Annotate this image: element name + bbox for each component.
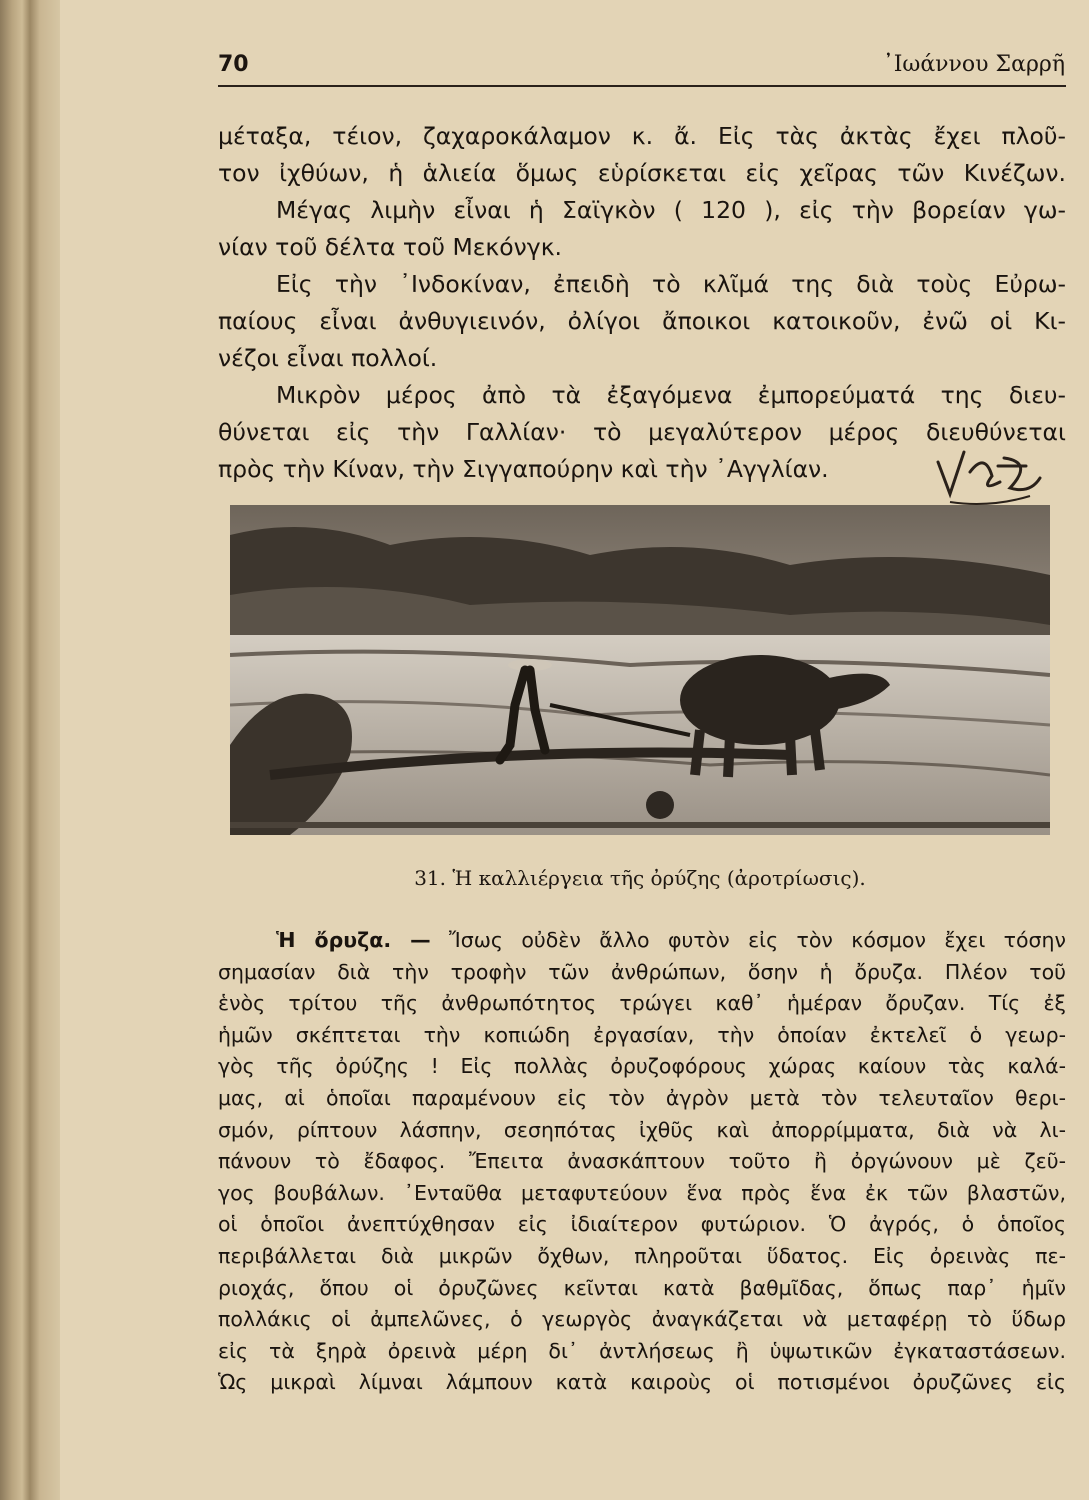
text-line: μέταξα, τέιον, ζαχαροκάλαμον κ. ἄ. Εἰς τὰς ἀκτὰς ἔχει πλοῦ- — [218, 122, 1066, 150]
text-line: γος βουβάλων. ᾿Ενταῦθα μεταφυτεύουν ἕνα πρὸς ἕνα ἐκ τῶν βλαστῶν, — [218, 1180, 1066, 1205]
text-line: νίαν τοῦ δέλτα τοῦ Μεκόνγκ. — [218, 233, 563, 261]
text-line: εἰς τὰ ξηρὰ ὀρεινὰ μέρη δι᾿ ἀντλήσεως ἢ ὑψωτικῶν ἐγκαταστάσεων. — [218, 1338, 1066, 1363]
text-line: ἡμῶν σκέπτεται τὴν κοπιώδη ἐργασίαν, τὴν ὁποίαν ἐκτελεῖ ὁ γεωρ- — [218, 1022, 1066, 1047]
page-number: 70 — [218, 52, 249, 77]
text-line: τον ἰχθύων, ἡ ἁλιεία ὅμως εὑρίσκεται εἰς χεῖρας τῶν Κινέζων. — [218, 159, 1066, 187]
text-line: Μέγας λιμὴν εἶναι ἡ Σαϊγκὸν ( 120 ), εἰς τὴν βορείαν γω- — [276, 196, 1066, 224]
text-line: οἱ ὁποῖοι ἀνεπτύχθησαν εἰς ἰδιαίτερον φυτώριον. Ὁ ἀγρός, ὁ ὁποῖος — [218, 1212, 1066, 1237]
text-line: Ὡς μικραὶ λίμναι λάμπουν κατὰ καιροὺς οἱ ποτισμένοι ὀρυζῶνες εἰς — [218, 1370, 1066, 1395]
text-line: περιβάλλεται διὰ μικρῶν ὄχθων, πληροῦται ὕδατος. Εἰς ὀρεινὰς πε- — [218, 1243, 1066, 1268]
text-line: πάνουν τὸ ἔδαφος. Ἔπειτα ἀνασκάπτουν τοῦτο ἢ ὀργώνουν μὲ ζεῦ- — [218, 1149, 1066, 1174]
text-line: γὸς τῆς ὀρύζης ! Εἰς πολλὰς ὀρυζοφόρους χώρας καίουν τὰς καλά- — [218, 1054, 1066, 1079]
lower-text-block — [218, 925, 1066, 1399]
text-line: Εἰς τὴν ᾿Ινδοκίναν, ἐπειδὴ τὸ κλῖμά της διὰ τοὺς Εὐρω- — [276, 270, 1066, 298]
text-line: πολλάκις οἱ ἀμπελῶνες, ὁ γεωργὸς ἀναγκάζεται νὰ μεταφέρῃ τὸ ὕδωρ — [218, 1307, 1066, 1332]
section-heading: Ἡ ὄρυζα. — — [276, 928, 431, 952]
text-line: νέζοι εἶναι πολλοί. — [218, 344, 438, 372]
rice-ploughing-photo — [230, 505, 1050, 835]
text-line — [218, 925, 1066, 957]
handwritten-mark-icon — [930, 432, 1050, 512]
text-line: ριοχάς, ὅπου οἱ ὀρυζῶνες κεῖνται κατὰ βαθμῖδας, ὅπως παρ᾿ ἡμῖν — [218, 1275, 1066, 1300]
header-rule — [218, 85, 1066, 87]
text-line: μας, αἱ ὁποῖαι παραμένουν εἰς τὸν ἀγρὸν μετὰ τὸν τελευταῖον θερι- — [218, 1085, 1066, 1110]
text-line: σμόν, ρίπτουν λάσπην, σεσηπότας ἰχθῦς καὶ ἀπορρίμματα, διὰ νὰ λι- — [218, 1117, 1066, 1142]
text-line: παίους εἶναι ἀνθυγιεινόν, ὀλίγοι ἄποικοι κατοικοῦν, ἐνῶ οἱ Κι- — [218, 307, 1066, 335]
text-line-rest: Ἴσως οὐδὲν ἄλλο φυτὸν εἰς τὸν κόσμον ἔχει τόσην — [430, 928, 1066, 952]
text-line: σημασίαν διὰ τὴν τροφὴν τῶν ἀνθρώπων, ὅσην ἡ ὄρυζα. Πλέον τοῦ — [218, 959, 1066, 984]
text-line: πρὸς τὴν Κίναν, τὴν Σιγγαπούρην καὶ τὴν ᾿Αγγλίαν. — [218, 455, 829, 483]
text-line: Μικρὸν μέρος ἀπὸ τὰ ἐξαγόμενα ἐμπορεύματά της διευ- — [276, 381, 1066, 409]
text-line: θύνεται εἰς τὴν Γαλλίαν· τὸ μεγαλύτερον μέρος διευθύνεται — [218, 418, 1066, 446]
figure-caption: 31. Ἡ καλλιέργεια τῆς ὀρύζης (ἀροτρίωσις). — [414, 866, 866, 890]
book-binding-edge — [0, 0, 60, 1500]
running-title: ᾿Ιωάννου Σαρρῆ — [882, 52, 1065, 77]
text-line: ἑνὸς τρίτου τῆς ἀνθρωπότητος τρώγει καθ᾿ ἡμέραν ὄρυζαν. Τίς ἐξ — [218, 991, 1066, 1016]
